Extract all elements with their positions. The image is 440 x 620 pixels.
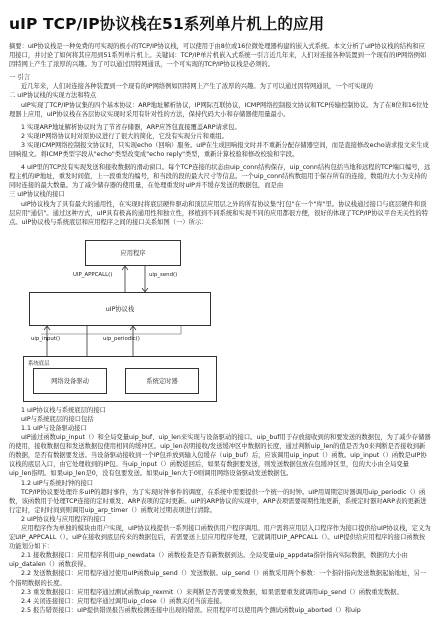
feature-item-1: 1 实现ARP地址解析协议时为了节省存储器，ARP应答包直接覆盖ARP请求包。 <box>21 123 241 131</box>
network-driver-box: 网络设备驱动 <box>33 368 107 394</box>
figure-caption-2: uIP与系统底层的接口包括 <box>21 415 94 423</box>
article-title: uIP TCP/IP协议栈在51系列单片机上的应用 <box>9 15 325 33</box>
feature-item-3: 3 实现ICMP网络控制报文协议时，只实现echo（回响）服务。uIP在生成回响报文时并不重新分配存储器空间，而是直接修改echo请求报文来生成回响报文。将ICMP类型字段从"echo"类型改变成"echo reply"类型，重新计算校验和修改校验和字段。 <box>9 141 429 159</box>
figure-caption-3: 1.1 uIP与设备驱动接口 <box>21 424 87 432</box>
uip-input-label: uip_input() <box>31 335 61 342</box>
section2-paragraph: uIP实现了TCP/IP协议集的四个基本协议：ARP地址解析协议，IP网际互联协议，ICMP网络控制报文协议和TCP传输控制协议。为了在8位和16位处理器上应用，uIP协议栈在各层协议实现时采用有针对性的方法，保持代码大小和存储器使用量最小。 <box>9 101 429 118</box>
uip-periodic-label: uip_periodic() <box>103 335 140 342</box>
app-item-2: 2.2 发送数据接口：应用程序通过使用uIP函数uip_send（）发送数据。uip_send（）函数采用两个参数：一个指针指向发送数据起始地址，另一个指明数据的长度。 <box>9 570 427 587</box>
feature-item-4: 4 uIP里的TCP没有实现发送和接收数据的滑动窗口。每个TCP连接的状态由uip_conn结构保存，uip_conn结构包括当地和远程的TCP端口编号，远程主机的IP地址，重发时间值，上一段重发的编号，和当段的段的最大尺寸等信息。一个uip_conn结构数组用于保存所有的连接，数组的大小为支持的同时连接的最大数量。为了减少储存器的使用量，在处理重发时uIP并不缓存发送的数据包，而是由 <box>9 164 431 190</box>
app-item-3: 2.3 重发数据接口：应用程序通过测试函数uip_rexmit（）来判断是否需要重发数据，如果需要重发就调用uip_send（）函数重发数据。 <box>21 588 403 596</box>
section3-heading: 三 uIP协议栈的接口 <box>9 191 65 199</box>
driver-interface-paragraph: uIP通过函数uip_input（）和全局变量uip_buf、uip_len来实现与设备驱动的接口。uip_buf用于存放接收到的和要发送的数据包，为了减少存储器的使用，接收数据包和发送数据包使用相同的缓冲区。uip_len表明接收/发送缓冲区中数据的长度，通过判断uip_len的值是否为0来判断是否接收到新的数据，是否有数据要发送。当设备驱动接收到一个IP包并放到输入包缓存（uip_buf）后，应该调用uip_input（）函数。uip_input（）函数是uIP协议栈的底层入口，由它处理收到的IP包。当uip_input（）函数返回后，如果有数据要发送，则发送数据包放在包缓冲区里，包的大小由全局变量uip_len指明。如果uip_len是0，没有包要发送。如果uip_len大于0则调用网络设备驱动发送数据包。 <box>9 434 431 478</box>
app-interface-paragraph: 应用程序作为单独的模块由用户实现，uIP协议栈提供一系列接口函数供用户程序调用。用户需将应用层入口程序作为接口提供给uIP协议栈，定义为宏UIP_APPCALL（）。uIP在接收到底层传来的数据包后，若需要送上层应用程序处理，它就调用UIP_APPCALL（）。uIP提供给应用程序的接口函数按功能划分如下： <box>9 525 431 551</box>
figure-caption-1: 1 uIP协议栈与系统底层的接口 <box>21 406 106 414</box>
uip-stack-box: uIP协议栈 <box>29 292 211 326</box>
abstract-paragraph: 摘要：uIP协议栈是一种免费的可实现的极小的TCP/IP协议栈，可以使用于由8位或16位微处理器构建的嵌入式系统。本文分析了uIP协议栈的结构和应用接口，并讨论了如何将其应用到51系列单片机上。关键词：TCP/IP单片机嵌入式系统一引言近几年来，人们对连接各种装置到一个现有的IP网络例如因特网上产生了浓厚的兴趣。为了可以通过因特网通讯，一个可实现的TCP/IP协议栈是必须的。 <box>9 43 427 69</box>
application-box: 应用程序 <box>85 240 181 266</box>
section3-paragraph: uIP协议栈为了具有最大的通用性，在实现时将底层硬件驱动和顶层应用层之外的所有协议集"打包"在一个"库"里。协议栈通过接口与底层硬件和顶层应用"通信"。通过这种方式，uIP具有极高的通用性和独立性，移植到不同系统和实现不同的应用都很方便，很好的体现了TCP/IP协议平台无关性的特点。uIP协议栈与系统底层和应用程序之间的接口关系如图（一）所示： <box>9 200 428 226</box>
timer-paragraph: TCP/IP协议要处理许多uIP的超时事件，为了实现时钟事件的调度，在系统中需要提供一个统一的时钟。uIP用周期定时器调用uip_periodic（）函数，该函数用于处理TCP连接的定时重发、ARP表项的定时更新。uIP的ARP协议的实现中，ARP表项需要周期性地更新，系统定时器对ARP表的更新进行定时，定时时间到则调用uip_arp_timer（）函数对过期表项进行清除。 <box>9 488 427 514</box>
system-bottom-label: 系统底层 <box>28 360 50 367</box>
section2-heading: 二 uIP协议栈的实现方法和特点 <box>9 92 97 100</box>
intro-heading: 一 引言 <box>9 74 30 82</box>
timer-heading: 1.2 uIP与系统时钟的接口 <box>21 479 94 487</box>
feature-item-2: 2 实现IP网络协议时对原协议进行了很大的简化，它没有实现分片和重组。 <box>21 132 228 140</box>
system-timer-box: 系统定时器 <box>125 368 199 394</box>
app-interface-heading: 2 uIP协议栈与应用程序的接口 <box>21 515 106 523</box>
app-item-4: 2.4 关闭连接接口：应用程序通过调用uip_close（）函数关闭当前连接。 <box>21 597 226 605</box>
app-item-1: 2.1 接收数据接口：应用程序利用uip_newdata（）函数检查是否有新数据到达。全局变量uip_appdata指针指向实际数据，数据的大小由uip_datalen（）函数获得。 <box>9 552 408 569</box>
interface-diagram <box>21 230 321 404</box>
uip-appcall-label: UIP_APPCALL() <box>73 271 113 278</box>
intro-paragraph: 近几年来，人们对连接各种装置到一个现有的IP网络例如因特网上产生了浓厚的兴趣。为了可以通过因特网通讯，一个可实现的 <box>21 83 373 91</box>
app-item-5: 2.5 报告错误接口：uIP提供错误报告函数检测连接中出现的错误。应用程序可以使用两个测试函数uip_aborted（）和uip <box>21 606 361 614</box>
uip-send-label: uip_send() <box>149 271 178 278</box>
